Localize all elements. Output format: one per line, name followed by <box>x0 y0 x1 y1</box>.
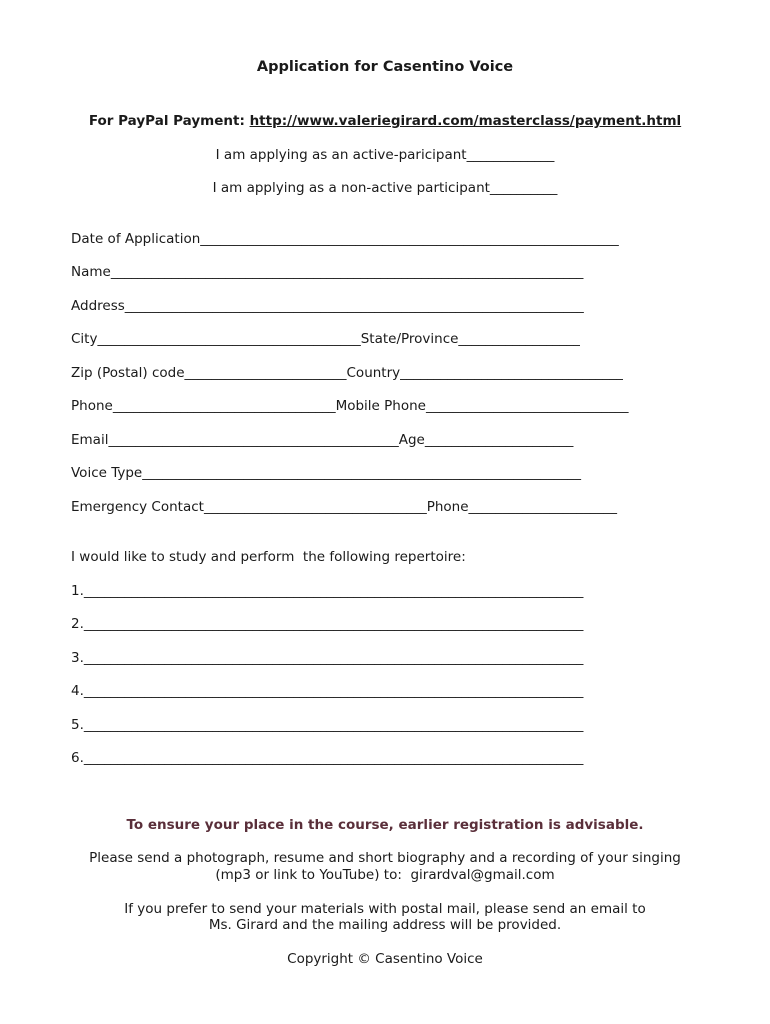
repertoire-line-6[interactable]: 6.__________________________________________________________________________ <box>71 750 584 766</box>
postal-instructions-line-1: If you prefer to send your materials with postal mail, please send an email to <box>124 901 646 917</box>
paypal-link[interactable]: http://www.valeriegirard.com/masterclass/payment.html <box>249 113 682 129</box>
page-title: Application for Casentino Voice <box>256 59 514 75</box>
paypal-line <box>0 112 770 130</box>
active-participant-line: I am applying as an active-paricipant_____________ <box>215 147 555 163</box>
date-of-application-field[interactable]: Date of Application______________________________________________________________ <box>71 231 619 247</box>
non-active-participant-line: I am applying as a non-active participant__________ <box>212 180 558 196</box>
zip-country-field[interactable]: Zip (Postal) code________________________Country_________________________________ <box>71 365 623 381</box>
emergency-contact-field[interactable]: Emergency Contact_________________________________Phone______________________ <box>71 499 618 515</box>
repertoire-line-2[interactable]: 2.__________________________________________________________________________ <box>71 616 584 632</box>
city-state-field[interactable]: City_______________________________________State/Province__________________ <box>71 331 580 347</box>
postal-instructions-line-2: Ms. Girard and the mailing address will be provided. <box>208 917 562 933</box>
copyright: Copyright © Casentino Voice <box>287 951 483 967</box>
paypal-label: For PayPal Payment: <box>88 113 250 129</box>
registration-notice: To ensure your place in the course, earlier registration is advisable. <box>126 817 644 833</box>
send-instructions-line-2: (mp3 or link to YouTube) to: girardval@gmail.com <box>215 867 555 883</box>
voice-type-field[interactable]: Voice Type_________________________________________________________________ <box>71 465 581 481</box>
email-age-field[interactable]: Email___________________________________________Age______________________ <box>71 432 574 448</box>
repertoire-line-4[interactable]: 4.__________________________________________________________________________ <box>71 683 584 699</box>
repertoire-line-1[interactable]: 1.__________________________________________________________________________ <box>71 583 584 599</box>
repertoire-line-5[interactable]: 5.__________________________________________________________________________ <box>71 717 584 733</box>
send-instructions-line-1: Please send a photograph, resume and short biography and a recording of your singing <box>89 850 681 866</box>
repertoire-intro: I would like to study and perform the following repertoire: <box>71 549 466 565</box>
repertoire-line-3[interactable]: 3.__________________________________________________________________________ <box>71 650 584 666</box>
address-field[interactable]: Address____________________________________________________________________ <box>71 298 584 314</box>
phone-mobile-field[interactable]: Phone_________________________________Mobile Phone______________________________ <box>71 398 629 414</box>
name-field[interactable]: Name______________________________________________________________________ <box>71 264 584 280</box>
